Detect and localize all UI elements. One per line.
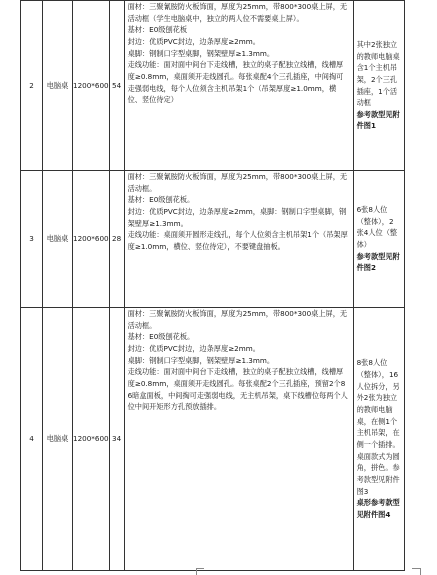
row-number: 3 [21, 171, 43, 308]
desc-line: 面材：三聚氰胺防火板饰面，厚度为25mm，带800*300桌上屏，无活动框（学生电脑桌中，独立的两人位不需要桌上屏）。 [127, 2, 348, 23]
page-corner-mark [196, 568, 204, 569]
desc-line: 基材：E0级刨花板 [127, 25, 188, 35]
desc-line: 面材：三聚氰胺防火板饰面，厚度为25mm，带800*300桌上屏，无活动框。 [127, 309, 348, 330]
item-size: 1200*600 [73, 1, 110, 171]
item-quantity: 28 [109, 171, 124, 308]
row-number: 2 [21, 1, 43, 171]
desc-line: 桌脚：钢制口字型桌脚，钢架壁厚≥1.3mm。 [127, 355, 275, 365]
item-size: 1200*600 [73, 171, 110, 308]
note-line: 6张8人位（整体），2张4人位（整体） [356, 205, 398, 249]
desc-line: 桌脚：钢制口字型桌脚，钢架壁厚≥1.3mm。 [127, 48, 275, 58]
item-note [353, 171, 404, 308]
table-row [21, 1, 405, 171]
item-name: 电脑桌 [43, 1, 73, 171]
desc-line: 封边：优质PVC封边，边条厚度≥2mm，桌脚：钢制口字型桌脚，钢架壁厚≥1.3mm。 [127, 206, 347, 228]
item-name: 电脑桌 [43, 308, 73, 571]
note-line: 8张8人位（整体），16人位拆分，另外2张为独立的教师电脑桌，在侧1个主机吊架，在侧一个插排。桌面款式为圆角，拼色。参考款型见附件图3 [356, 358, 400, 496]
table-row [21, 171, 405, 308]
item-quantity: 54 [109, 1, 124, 171]
desc-line: 基材：E0级刨花板。 [127, 195, 195, 205]
item-description [124, 1, 353, 171]
desc-line: 走线功能：面对面中间台下走线槽，独立的桌子配独立线槽，线槽厚度≥0.8mm，桌面须开走线圆孔。每张桌配2个三孔插座，预留2个86暗盒面板，中间掏可走强弱电线，无主机吊架，桌下线槽位每两个人位中间开矩形方孔预放插排。 [127, 367, 348, 412]
item-note [353, 1, 404, 171]
note-reference: 参考款型见附件图1 [356, 109, 400, 131]
desc-line: 面材：三聚氰胺防火板饰面，厚度为25mm，带800*300桌上屏，无活动框。 [127, 172, 348, 193]
page-corner-mark [412, 568, 420, 569]
table-row [21, 308, 405, 571]
item-name: 电脑桌 [43, 171, 73, 308]
item-note [353, 308, 404, 571]
desc-line: 走线功能：面对面中间台下走线槽，独立的桌子配独立线槽，线槽厚度≥0.8mm，桌面须开走线圆孔。每张桌配4个三孔插座，中间掏可走强弱电线，每个人位须含主机吊架1个（吊架厚度≥1.0mm，横位、竖位待定） [127, 60, 344, 105]
furniture-spec-table [20, 0, 405, 571]
note-reference: 桌形参考款型见附件图4 [356, 498, 400, 519]
item-description [124, 171, 353, 308]
row-number: 4 [21, 308, 43, 571]
note-reference: 参考款型见附件图2 [356, 251, 400, 273]
item-quantity: 34 [109, 308, 124, 571]
item-size: 1200*600 [73, 308, 110, 571]
page-corner-mark [420, 568, 421, 575]
desc-line: 封边：优质PVC封边，边条厚度≥2mm。 [127, 36, 260, 46]
note-line: 其中2张独立的教师电脑桌含1个主机吊架，2个三孔插座，1个活动框 [356, 39, 400, 108]
item-description [124, 308, 353, 571]
desc-line: 基材：E0级刨花板。 [127, 332, 195, 342]
desc-line: 封边：优质PVC封边，边条厚度≥2mm。 [127, 343, 260, 353]
desc-line: 走线功能：桌面须开圆形走线孔，每个人位须含主机吊架1个（吊架厚度≥1.0mm，横位、竖位待定），不要键盘抽板。 [127, 230, 348, 251]
page-corner-mark [196, 568, 197, 575]
